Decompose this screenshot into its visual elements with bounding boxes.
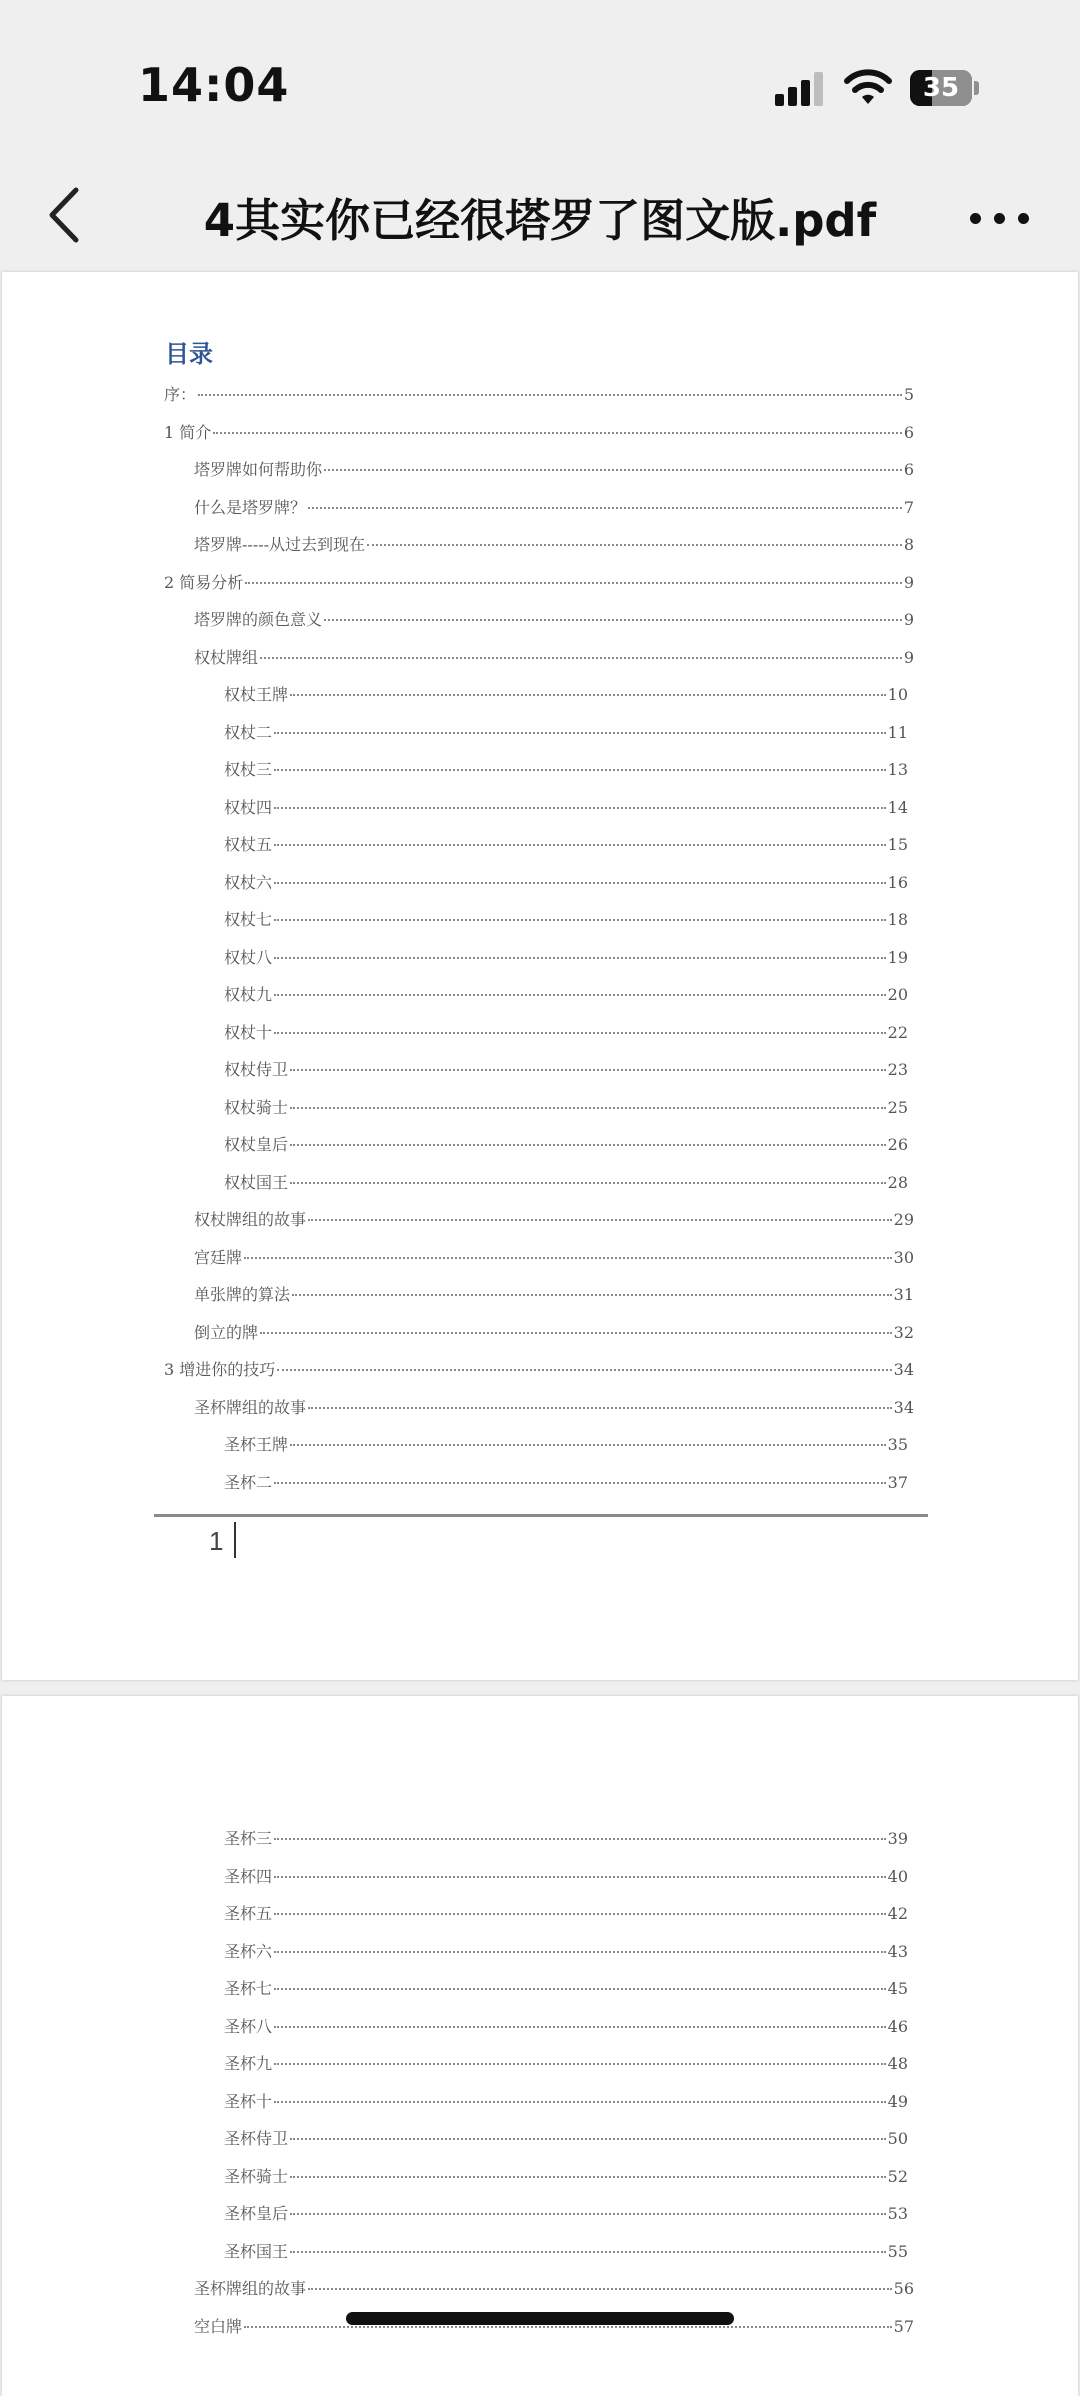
toc-entry-label: 圣杯骑士 [224,2166,289,2186]
toc-entry-label: 权杖三 [224,760,273,779]
wifi-icon [843,66,893,106]
toc-entry[interactable] [224,2051,908,2079]
toc-entry-page: 46 [887,2016,908,2036]
toc-entry-page: 22 [887,1022,908,1042]
toc-entry[interactable] [224,870,908,898]
toc-entry-page: 18 [887,910,908,929]
pdf-page-2[interactable] [2,1696,1078,2396]
toc-entry[interactable] [224,1095,908,1123]
toc-entry-page: 14 [887,797,908,817]
toc-entry[interactable] [194,1320,914,1348]
toc-entry-label: 权杖牌组 [194,647,259,667]
toc-entry-page: 29 [893,1210,914,1229]
toc-entry[interactable] [224,1132,908,1160]
toc-entry[interactable] [224,795,908,823]
toc-entry-label: 圣杯侍卫 [224,2129,289,2148]
toc-leader-dots [290,1107,886,1109]
toc-entry[interactable] [164,570,914,598]
chevron-left-icon [52,190,76,240]
more-options-button[interactable] [970,208,1034,228]
toc-entry-page: 11 [887,722,908,742]
toc-entry[interactable] [224,682,908,710]
toc-entry-label: 圣杯四 [224,1866,273,1886]
toc-entry[interactable] [194,1245,914,1273]
toc-entry-page: 5 [903,385,914,404]
toc-leader-dots [290,1182,886,1184]
cellular-signal-icon [775,72,825,106]
toc-entry-page: 20 [887,985,908,1004]
toc-entry-label: 权杖七 [224,910,273,929]
toc-entry[interactable] [194,457,914,485]
toc-leader-dots [244,1257,892,1259]
toc-leader-dots [308,1219,892,1221]
toc-entry-label: 塔罗牌-----从过去到现在 [194,535,366,554]
toc-leader-dots [308,2288,892,2290]
toc-leader-dots [213,432,902,434]
toc-entry[interactable] [194,607,914,635]
toc-entry-label: 权杖骑士 [224,1097,289,1117]
toc-entry[interactable] [224,2201,908,2229]
toc-entry-label: 3 增进你的技巧 [164,1360,276,1379]
toc-entry-page: 56 [893,2279,914,2298]
toc-entry[interactable] [224,1901,908,1929]
toc-leader-dots [290,1444,886,1446]
toc-entry-page: 6 [903,422,914,442]
toc-entry-label: 塔罗牌的颜色意义 [194,610,323,629]
toc-leader-dots [274,2063,886,2065]
toc-entry[interactable] [194,2276,914,2304]
toc-entry-page: 10 [887,685,908,704]
toc-leader-dots [244,2326,892,2328]
toc-entry[interactable] [224,2126,908,2154]
battery-level: 35 [922,73,960,103]
document-title: 4其实你已经很塔罗了图文版.pdf [203,194,877,247]
toc-entry[interactable] [224,1976,908,2004]
toc-entry-page: 25 [887,1097,908,1117]
toc-entry-label: 圣杯八 [224,2016,273,2036]
toc-entry-label: 权杖侍卫 [224,1060,289,1079]
toc-entry[interactable] [194,1207,914,1235]
toc-leader-dots [274,957,886,959]
toc-entry[interactable] [224,757,908,785]
toc-entry-label: 权杖王牌 [224,685,289,704]
toc-entry-label: 圣杯九 [224,2054,273,2073]
toc-leader-dots [290,2138,886,2140]
toc-entry-page: 48 [887,2054,908,2073]
toc-entry-page: 35 [887,1435,908,1454]
toc-entry[interactable] [194,532,914,560]
toc-entry[interactable] [194,495,914,523]
toc-leader-dots [198,394,902,396]
toc-leader-dots [260,1332,892,1334]
toc-entry-label: 空白牌 [194,2316,243,2336]
toc-leader-dots [274,1876,886,1878]
toc-entry-page: 55 [887,2241,908,2261]
toc-entry-page: 8 [903,535,914,554]
status-time: 14:04 [138,58,290,112]
toc-entry-page: 6 [903,460,914,479]
text-cursor [234,1522,236,1558]
toc-entry[interactable] [224,832,908,860]
toc-leader-dots [292,1294,892,1296]
toc-entry-page: 31 [893,1285,914,1304]
toc-entry-label: 圣杯六 [224,1941,273,1961]
toc-entry-page: 49 [887,2091,908,2111]
toc-entry-page: 13 [887,760,908,779]
toc-entry-page: 43 [887,1941,908,1961]
toc-leader-dots [260,657,902,659]
toc-entry-label: 权杖九 [224,985,273,1004]
navigation-bar [0,160,1080,272]
toc-entry-label: 权杖皇后 [224,1135,289,1154]
toc-entry-page: 42 [887,1904,908,1923]
home-indicator[interactable] [346,2312,734,2325]
toc-entry[interactable] [224,1432,908,1460]
toc-leader-dots [274,732,886,734]
toc-leader-dots [274,1988,886,1990]
toc-entry[interactable] [224,1470,908,1498]
toc-entry-label: 圣杯十 [224,2091,273,2111]
toc-entry-label: 圣杯三 [224,1829,273,1848]
toc-entry-page: 34 [893,1397,914,1417]
toc-entry[interactable] [164,1357,914,1385]
toc-leader-dots [274,844,886,846]
toc-entry[interactable] [224,1939,908,1967]
toc-leader-dots [277,1369,891,1371]
toc-entry-label: 圣杯二 [224,1472,273,1492]
toc-entry-page: 23 [887,1060,908,1079]
toc-leader-dots [290,2176,886,2178]
toc-leader-dots [308,1407,892,1409]
toc-entry[interactable] [224,945,908,973]
toc-entry[interactable] [164,420,914,448]
toc-entry[interactable] [164,382,914,410]
toc-entry[interactable] [224,2239,908,2267]
toc-leader-dots [274,1032,886,1034]
toc-entry[interactable] [224,982,908,1010]
toc-entry[interactable] [194,1282,914,1310]
toc-leader-dots [290,694,886,696]
battery-icon [910,70,980,106]
toc-entry-label: 1 简介 [164,422,212,442]
toc-entry-label: 塔罗牌如何帮助你 [194,460,323,479]
toc-entry-page: 16 [887,872,908,892]
toc-leader-dots [274,919,886,921]
toc-entry-label: 圣杯牌组的故事 [194,1397,307,1417]
toc-entry-label: 权杖牌组的故事 [194,1210,307,1229]
toc-entry-page: 34 [893,1360,914,1379]
toc-leader-dots [274,769,886,771]
toc-entry-label: 什么是塔罗牌？ [194,497,307,517]
status-bar [0,0,1080,160]
toc-entry-label: 权杖六 [224,872,273,892]
toc-entry-label: 圣杯王牌 [224,1435,289,1454]
toc-leader-dots [367,544,902,546]
toc-entry-label: 序： [164,385,197,404]
toc-leader-dots [274,1951,886,1953]
toc-entry-page: 45 [887,1979,908,1998]
toc-leader-dots [274,2101,886,2103]
toc-leader-dots [274,807,886,809]
toc-entry-label: 权杖十 [224,1022,273,1042]
toc-entry-label: 圣杯皇后 [224,2204,289,2223]
toc-entry-page: 28 [887,1172,908,1192]
toc-leader-dots [290,1069,886,1071]
toc-leader-dots [274,1482,886,1484]
toc-entry-page: 37 [887,1472,908,1492]
toc-leader-dots [290,1144,886,1146]
toc-entry-label: 宫廷牌 [194,1247,243,1267]
toc-entry-label: 权杖五 [224,835,273,854]
footer-divider [154,1514,928,1517]
toc-leader-dots [274,1838,886,1840]
toc-entry[interactable] [224,1864,908,1892]
toc-entry-page: 19 [887,947,908,967]
toc-entry[interactable] [224,1826,908,1854]
toc-entry-label: 权杖四 [224,797,273,817]
toc-leader-dots [274,882,886,884]
toc-entry-page: 57 [893,2316,914,2336]
toc-entry-page: 9 [903,572,914,592]
toc-leader-dots [245,582,902,584]
toc-entry-page: 26 [887,1135,908,1154]
toc-entry-page: 52 [887,2166,908,2186]
toc-entry[interactable] [224,1057,908,1085]
back-button[interactable] [36,180,96,250]
toc-leader-dots [290,2213,886,2215]
toc-entry-page: 50 [887,2129,908,2148]
toc-leader-dots [308,507,902,509]
toc-leader-dots [324,469,902,471]
pdf-page-1[interactable] [2,272,1078,1680]
toc-entry-label: 权杖二 [224,722,273,742]
toc-entry[interactable] [224,1170,908,1198]
toc-heading: 目录 [165,339,213,368]
toc-entry-page: 15 [887,835,908,854]
toc-leader-dots [274,994,886,996]
toc-entry-label: 圣杯七 [224,1979,273,1998]
toc-entry-label: 权杖国王 [224,1172,289,1192]
toc-entry-page: 7 [903,497,914,517]
toc-entry[interactable] [224,2089,908,2117]
toc-entry-page: 40 [887,1866,908,1886]
toc-entry[interactable] [194,1395,914,1423]
toc-entry-label: 单张牌的算法 [194,1285,291,1304]
toc-leader-dots [324,619,902,621]
toc-entry[interactable] [224,907,908,935]
toc-entry-label: 圣杯国王 [224,2241,289,2261]
page-number: 1 [209,1526,224,1556]
toc-entry-page: 32 [893,1322,914,1342]
toc-entry[interactable] [224,720,908,748]
toc-entry-page: 9 [903,647,914,667]
toc-entry[interactable] [224,1020,908,1048]
toc-entry[interactable] [194,645,914,673]
toc-entry-label: 权杖八 [224,947,273,967]
toc-entry[interactable] [224,2164,908,2192]
toc-entry-label: 2 简易分析 [164,572,244,592]
toc-entry-page: 53 [887,2204,908,2223]
toc-leader-dots [274,1913,886,1915]
toc-entry-label: 倒立的牌 [194,1322,259,1342]
toc-entry-label: 圣杯五 [224,1904,273,1923]
toc-entry[interactable] [224,2014,908,2042]
toc-leader-dots [290,2251,886,2253]
toc-leader-dots [274,2026,886,2028]
toc-entry-page: 9 [903,610,914,629]
toc-entry-page: 39 [887,1829,908,1848]
toc-entry-label: 圣杯牌组的故事 [194,2279,307,2298]
toc-entry-page: 30 [893,1247,914,1267]
